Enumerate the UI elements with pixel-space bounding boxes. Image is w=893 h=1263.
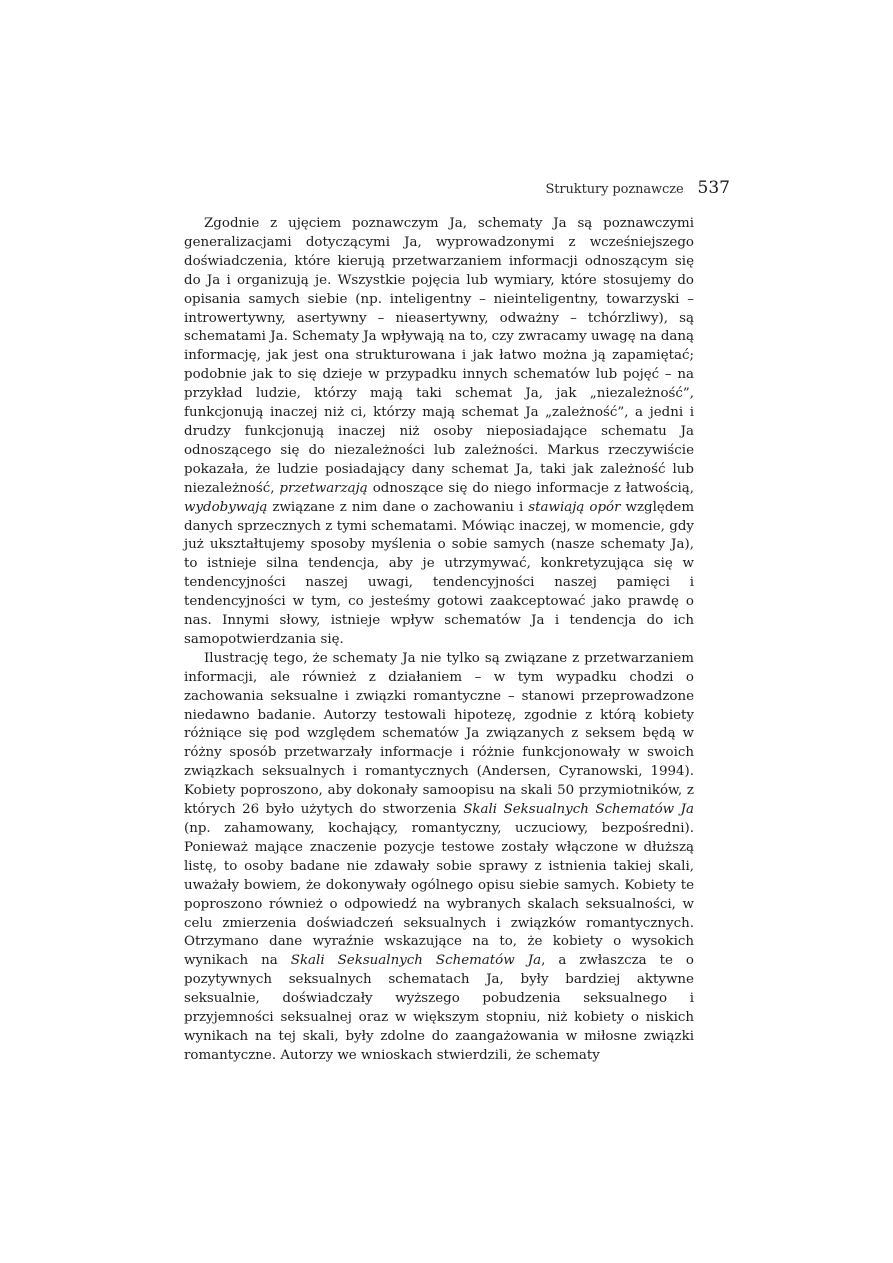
paragraph-sexual-schemas-study	[184, 650, 694, 1066]
emphasis-text: wydobywają	[184, 499, 268, 515]
page-number: 537	[697, 178, 730, 198]
text-run: odnoszące się do niego informacje z łatwością,	[367, 480, 695, 496]
running-title: Struktury poznawcze	[545, 182, 684, 197]
scale-name: Skali Seksualnych Schematów Ja	[463, 802, 694, 818]
emphasis-text: przetwarzają	[279, 480, 368, 496]
text-run: Ilustrację tego, że schematy Ja nie tylko są związane z przetwarzaniem informacji, ale również z działaniem – w tym wypadku chodzi o zachowania seksualne i związki romantyczne – stanowi przeprowadzone niedawno badanie. Autorzy testowali hipotezę, zgodnie z którą kobiety różniące się pod względem schematów Ja związanych z seksem będą w różny sposób przetwarzały informacje i różnie funkcjonowały w swoich związkach seksualnych i romantycznych (Andersen, Cyranowski, 1994). Kobiety poproszono, aby dokonały samoopisu na skali 50 przymiotników, z których 26 było użytych do stworzenia	[184, 650, 694, 818]
emphasis-text: stawiają opór	[528, 499, 621, 515]
text-run: związane z nim dane o zachowaniu i	[267, 499, 529, 515]
paragraph-schemas-definition	[184, 215, 694, 650]
scale-name: Skali Seksualnych Schematów Ja	[290, 953, 542, 969]
text-run: , a zwłaszcza te o pozytywnych seksualnych schematach Ja, były bardziej aktywne seksualnie, doświadczały wyższego pobudzenia seksualnego i przyjemności seksualnej oraz w większym stopniu, niż kobiety o niskich wynikach na tej skali, były zdolne do zaangażowania w miłosne związki romantyczne. Autorzy we wnioskach stwierdzili, że schematy	[184, 953, 694, 1063]
text-run: Zgodnie z ujęciem poznawczym Ja, schematy Ja są poznawczymi generalizacjami dotyczącymi Ja, wyprowadzonymi z wcześniejszego doświadczenia, które kierują przetwarzaniem informacji odnoszącym się do Ja i organizują je. Wszystkie pojęcia lub wymiary, które stosujemy do opisania samych siebie (np. inteligentny – nieinteligentny, towarzyski – introwertywny, asertywny – nieasertywny, odważny – tchórzliwy), są schematami Ja. Schematy Ja wpływają na to, czy zwracamy uwagę na daną informację, jak jest ona strukturowana i jak łatwo można ją zapamiętać; podobnie jak to się dzieje w przypadku innych schematów lub pojęć – na przykład ludzie, którzy mają taki schemat Ja, jak „niezależność”, funkcjonują inaczej niż ci, którzy mają schemat Ja „zależność”, a jedni i drudzy funkcjonują inaczej niż osoby nieposiadające schematu Ja odnoszącego się do niezależności lub zależności. Markus rzeczywiście pokazała, że ludzie posiadający dany schemat Ja, taki jak zależność lub niezależność,	[184, 216, 694, 496]
text-run: względem danych sprzecznych z tymi schematami. Mówiąc inaczej, w momencie, gdy już ukształtujemy sposoby myślenia o sobie samych (nasze schematy Ja), to istnieje silna tendencja, aby je utrzymywać, konkretyzująca się w tendencyjności naszej uwagi, tendencyjności naszej pamięci i tendencyjności w tym, co jesteśmy gotowi zaakceptować jako prawdę o nas. Innymi słowy, istnieje wpływ schematów Ja i tendencja do ich samopotwierdzania się.	[184, 499, 695, 647]
text-run: (np. zahamowany, kochający, romantyczny, uczuciowy, bezpośredni). Ponieważ mające znaczenie pozycje testowe zostały włączone w dłuższą listę, to osoby badane nie zdawały sobie sprawy z istnienia takiej skali, uważały bowiem, że dokonywały ogólnego opisu siebie samych. Kobiety te poproszono również o odpowiedź na wybranych skalach seksualności, w celu zmierzenia doświadczeń seksualnych i związków romantycznych. Otrzymano dane wyraźnie wskazujące na to, że kobiety o wysokich wynikach na	[184, 821, 694, 969]
body-text	[184, 215, 694, 1066]
running-head	[545, 178, 730, 198]
